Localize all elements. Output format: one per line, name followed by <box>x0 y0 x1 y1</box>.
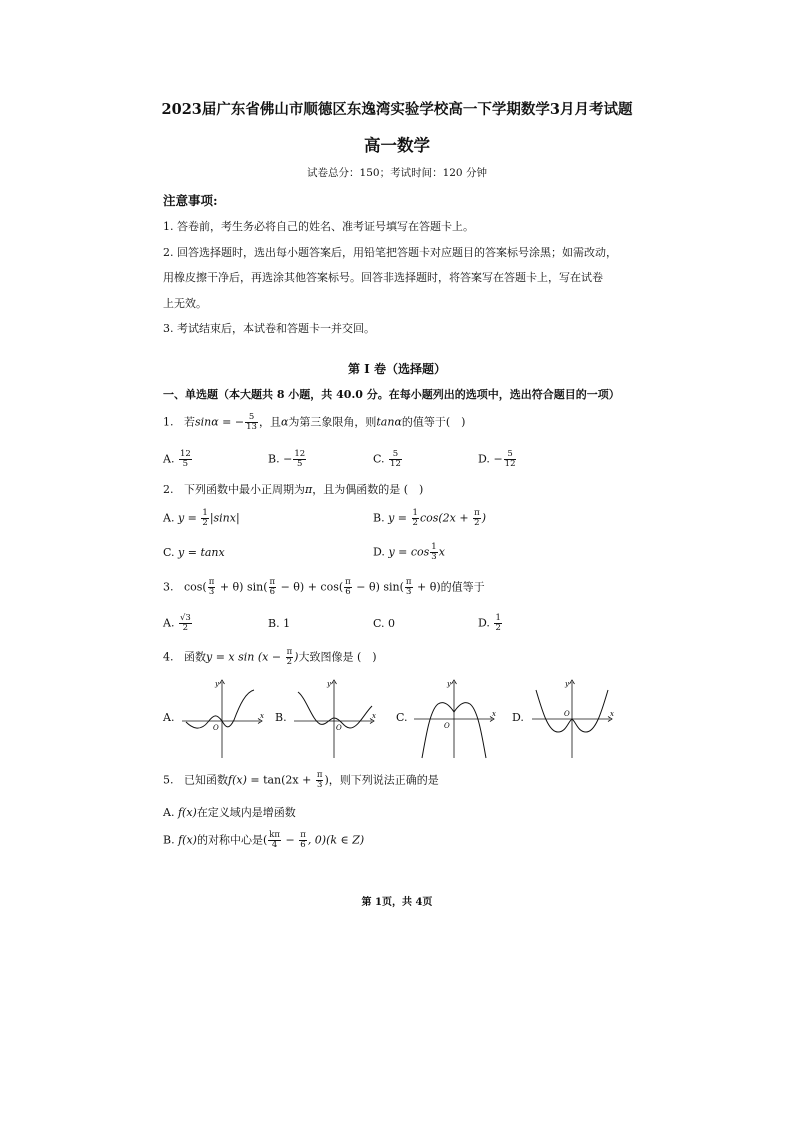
frac-num: π <box>269 577 276 587</box>
q4-text-post: 大致图像是 ( ) <box>298 650 377 664</box>
q1-option-d[interactable] <box>478 450 517 469</box>
q5-text-post: ，则下列说法正确的是 <box>328 773 439 787</box>
question-1 <box>163 413 465 432</box>
option-rest: x <box>438 545 445 559</box>
q5-option-b[interactable] <box>163 831 364 850</box>
q3-term: cos( <box>184 580 207 594</box>
q5-fx: f(x) = <box>228 773 264 787</box>
option-fraction-1 <box>268 831 281 850</box>
frac-num: 1 <box>431 542 437 552</box>
option-tail: , 0)(k ∈ Z) <box>307 833 365 847</box>
frac-den: 6 <box>269 587 275 597</box>
x-axis-label: x <box>260 712 264 720</box>
y-axis-label: y <box>447 680 451 688</box>
question-3 <box>163 578 485 597</box>
frac-den: 3 <box>316 780 323 790</box>
origin-label: O <box>444 722 450 730</box>
option-lhs: y = <box>177 511 201 525</box>
x-axis-label: x <box>372 712 376 720</box>
origin-label: O <box>564 710 570 718</box>
q1-frac-num: 5 <box>245 413 258 423</box>
q1-frac-den: 13 <box>246 422 257 432</box>
option-fraction-2 <box>473 509 481 528</box>
question-number: 1. <box>163 415 174 429</box>
frac-den: 2 <box>202 518 208 528</box>
notice-line-2: 2. 回答选择题时，选出每小题答案后，用铅笔把答题卡对应题目的答案标号涂黑；如需改动， <box>163 246 617 259</box>
q1-option-b[interactable] <box>268 450 307 469</box>
section-description: 一、单选题（本大题共 8 小题，共 40.0 分。在每小题列出的选项中，选出符合题目的一项） <box>163 388 620 401</box>
x-axis-label: x <box>610 710 614 718</box>
frac-num: π <box>300 830 306 840</box>
q3-option-a[interactable] <box>163 614 193 633</box>
q2-text-post: ，且为偶函数的是 ( ) <box>312 483 424 496</box>
option-label: C. <box>163 546 175 559</box>
frac-num: √3 <box>179 613 191 623</box>
option-fraction <box>179 614 192 633</box>
question-number: 5. <box>163 773 174 787</box>
q3-option-c[interactable] <box>373 617 395 630</box>
q3-option-d[interactable] <box>478 614 503 633</box>
frac-den: 3 <box>406 587 412 597</box>
frac-num: 1 <box>202 508 208 518</box>
frac-den: 5 <box>297 459 303 469</box>
q1-text-mid: ，且 <box>258 415 281 429</box>
notice-line-3: 用橡皮擦干净后，再选涂其他答案标号。回答非选择题时，将答案写在答题卡上，写在试卷 <box>163 271 603 284</box>
q5-text-pre: 已知函数 <box>184 773 228 787</box>
frac-den: 2 <box>474 518 480 528</box>
q3-frac-1 <box>208 578 216 597</box>
q2-option-d[interactable] <box>373 543 445 562</box>
q3-part-1: + θ) sin( <box>216 580 268 594</box>
q2-pi: π <box>305 483 313 496</box>
q5-tan: tan(2x + <box>263 773 315 787</box>
q4-option-a-label[interactable]: A. <box>163 711 175 724</box>
option-label: D. <box>373 545 385 559</box>
frac-num: 5 <box>504 450 517 460</box>
option-fraction <box>201 509 208 528</box>
q5-fraction <box>316 771 324 790</box>
option-label: A. <box>163 616 175 630</box>
frac-num: π <box>474 508 480 518</box>
frac-den: 2 <box>182 623 189 633</box>
option-sign: − <box>283 452 293 466</box>
option-text: 在定义域内是增函数 <box>196 806 296 819</box>
q1-tan: tanα <box>376 415 402 429</box>
q4-expr: y = x sin (x − <box>206 650 285 664</box>
q1-option-c[interactable] <box>373 450 403 469</box>
q1-option-a[interactable] <box>163 450 193 469</box>
option-rest: cos(2x + <box>419 511 473 525</box>
notice-line-1: 1. 答卷前，考生务必将自己的姓名、准考证号填写在答题卡上。 <box>163 220 474 233</box>
origin-label: O <box>213 724 219 732</box>
frac-den: 3 <box>208 587 215 597</box>
paper-subject: 高一数学 <box>364 136 430 155</box>
option-label: D. <box>478 452 490 466</box>
option-fraction <box>504 450 517 469</box>
frac-den: 2 <box>286 657 293 667</box>
option-label: B. <box>268 617 280 630</box>
notice-line-4: 上无效。 <box>163 297 207 310</box>
curve <box>298 692 372 728</box>
frac-num: 5 <box>389 450 402 460</box>
option-label: A. <box>163 452 175 466</box>
notice-heading: 注意事项: <box>163 193 218 208</box>
frac-den: 6 <box>345 587 351 597</box>
frac-den: 3 <box>431 552 437 562</box>
q5-close: ) <box>324 773 329 787</box>
option-value: 1 <box>283 617 291 630</box>
option-fraction <box>494 614 501 633</box>
option-fraction <box>179 450 192 469</box>
frac-num: π <box>208 577 215 587</box>
frac-den: 4 <box>271 840 278 850</box>
frac-num: 12 <box>294 449 306 459</box>
q4-option-c-label[interactable]: C. <box>396 711 408 724</box>
q1-fraction <box>245 413 258 432</box>
option-fraction-2 <box>299 831 307 850</box>
q3-part-4: + θ) <box>413 580 441 594</box>
option-label: B. <box>373 511 385 525</box>
q3-text-post: 的值等于 <box>440 580 485 594</box>
option-sign: − <box>493 452 503 466</box>
option-fx: f(x) <box>178 833 197 847</box>
q1-text-pre: 若 <box>184 415 195 429</box>
q4-option-d-label[interactable]: D. <box>512 711 524 724</box>
q4-graph-a[interactable] <box>180 676 268 762</box>
y-axis-label: y <box>215 680 219 688</box>
frac-num: π <box>286 647 293 657</box>
option-fraction <box>293 450 306 469</box>
q1-sin: sinα <box>195 415 219 429</box>
y-axis-label: y <box>327 680 331 688</box>
curve <box>186 690 254 728</box>
origin-label: O <box>336 724 342 732</box>
q2-option-c[interactable] <box>163 546 225 559</box>
question-number: 4. <box>163 650 174 664</box>
frac-den: 12 <box>390 459 401 469</box>
q4-graph-b[interactable] <box>292 676 380 762</box>
option-text: 的对称中心是( <box>196 833 268 847</box>
frac-num: 12 <box>179 449 191 459</box>
page-footer: 第 1页，共 4页 <box>361 897 433 908</box>
option-lhs: y = cos <box>388 545 430 559</box>
q4-close: ) <box>294 650 299 664</box>
q3-option-b[interactable] <box>268 617 290 630</box>
q2-option-b[interactable] <box>373 509 486 528</box>
option-fraction <box>430 543 437 562</box>
q1-eq: = − <box>218 415 245 429</box>
option-label: B. <box>163 833 175 847</box>
option-expr: y = tanx <box>178 546 225 559</box>
question-number: 3. <box>163 580 174 594</box>
option-rest: |sinx| <box>209 511 240 525</box>
q4-option-b-label[interactable]: B. <box>275 711 287 724</box>
q3-frac-4 <box>405 578 413 597</box>
option-label: B. <box>268 452 280 466</box>
question-5 <box>163 771 439 790</box>
question-2 <box>163 481 423 497</box>
option-fraction <box>389 450 402 469</box>
exam-meta: 试卷总分：150；考试时间：120 分钟 <box>307 167 487 179</box>
frac-den: 12 <box>504 459 516 469</box>
q1-text-mid2: 为第三象限角，则 <box>288 415 377 429</box>
option-minus: − <box>282 833 299 847</box>
q1-alpha: α <box>280 415 289 429</box>
option-label: C. <box>373 452 385 466</box>
frac-num: 1 <box>412 508 418 518</box>
frac-num: kπ <box>269 830 280 840</box>
frac-num: π <box>345 577 351 587</box>
q2-text-pre: 下列函数中最小正周期为 <box>184 483 305 496</box>
q4-graph-d[interactable] <box>530 676 618 762</box>
option-label: A. <box>163 511 175 525</box>
question-number: 2. <box>163 483 174 496</box>
q1-text-post: 的值等于( ) <box>401 415 466 429</box>
frac-den: 2 <box>412 518 418 528</box>
frac-den: 6 <box>300 840 306 850</box>
y-axis-label: y <box>565 680 569 688</box>
frac-den: 2 <box>495 623 501 633</box>
q3-frac-3 <box>344 578 352 597</box>
option-label: A. <box>163 806 175 819</box>
paper-title: 2023届广东省佛山市顺德区东逸湾实验学校高一下学期数学3月月考试题 <box>161 101 633 118</box>
option-close: ) <box>481 511 486 525</box>
frac-num: π <box>405 577 412 587</box>
q4-fraction <box>286 648 294 667</box>
q4-graph-c[interactable] <box>412 676 500 762</box>
q3-part-3: − θ) sin( <box>352 580 404 594</box>
frac-num: π <box>316 770 323 780</box>
option-fx: f(x) <box>177 806 197 819</box>
frac-num: 1 <box>495 613 501 623</box>
x-axis-label: x <box>492 710 496 718</box>
option-lhs: y = <box>388 511 411 525</box>
q3-frac-2 <box>269 578 277 597</box>
q2-option-a[interactable] <box>163 509 240 528</box>
frac-den: 5 <box>182 459 189 469</box>
section-title: 第 I 卷（选择题） <box>348 362 446 376</box>
q4-text-pre: 函数 <box>184 650 206 664</box>
option-label: C. <box>373 617 385 630</box>
q3-part-2: − θ) + cos( <box>277 580 344 594</box>
option-value: 0 <box>388 617 396 630</box>
q5-option-a[interactable] <box>163 804 296 820</box>
option-fraction <box>412 509 419 528</box>
notice-line-5: 3. 考试结束后，本试卷和答题卡一并交回。 <box>163 322 375 335</box>
option-label: D. <box>478 616 490 630</box>
question-4 <box>163 648 377 667</box>
